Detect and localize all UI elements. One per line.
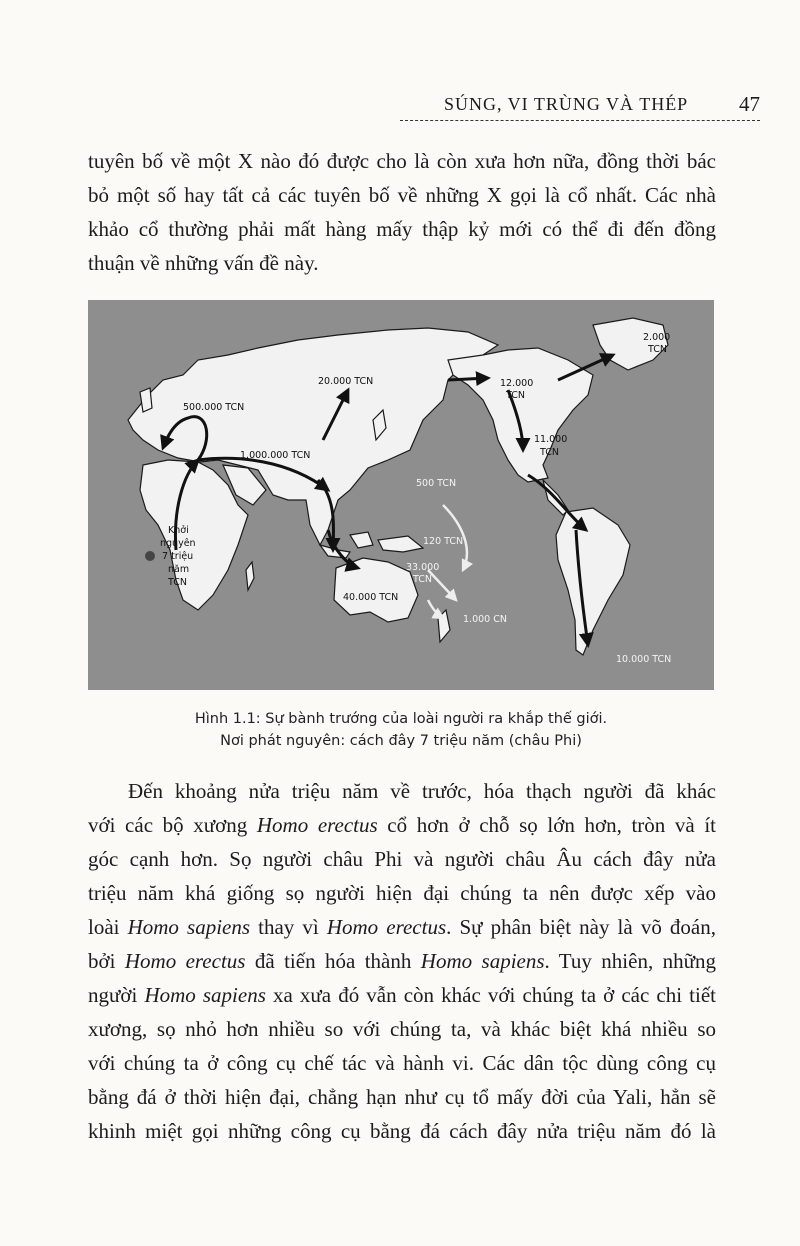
text-line bbox=[88, 978, 716, 1012]
text-line: khinh miệt gọi những công cụ bằng đá cách đây nửa triệu năm đó là bbox=[88, 1119, 716, 1143]
label-500000: 500.000 TCN bbox=[183, 402, 245, 413]
text-run: xa xưa đó vẫn còn khác với chúng ta ở các chi tiết bbox=[265, 983, 716, 1007]
world-map-figure bbox=[88, 300, 714, 690]
text-line: xương, sọ nhỏ hơn nhiều so với chúng ta, và khác biệt khá nhiều so bbox=[88, 1017, 716, 1041]
text-line bbox=[88, 910, 716, 944]
label-11000-a: 11.000 bbox=[534, 434, 568, 445]
label-2000-b: TCN bbox=[648, 344, 667, 355]
running-title: SÚNG, VI TRÙNG VÀ THÉP bbox=[444, 94, 689, 114]
page-number: 47 bbox=[739, 92, 760, 116]
text-line: với chúng ta ở công cụ chế tác và hành vi. Các dân tộc dùng công cụ bbox=[88, 1051, 716, 1075]
label-33000-b: TCN bbox=[413, 574, 432, 585]
text-run: thay vì bbox=[250, 915, 327, 939]
text-run: cổ hơn ở chỗ sọ lớn hơn, tròn và ít bbox=[377, 813, 717, 837]
italic-term: Homo erectus bbox=[256, 813, 378, 837]
italic-term: Homo sapiens bbox=[127, 915, 251, 939]
text-run: đã tiến hóa thành bbox=[245, 949, 421, 973]
label-12000-a: 12.000 bbox=[500, 378, 534, 389]
label-40000: 40.000 TCN bbox=[343, 592, 399, 603]
italic-term: Homo erectus bbox=[326, 915, 447, 939]
header-rule bbox=[400, 120, 760, 121]
text-line bbox=[88, 808, 716, 842]
origin-label-line: 7 triệu bbox=[162, 551, 194, 562]
italic-term: Homo sapiens bbox=[420, 949, 545, 973]
text-run: người bbox=[88, 983, 145, 1007]
italic-term: Homo sapiens bbox=[144, 983, 266, 1007]
text-run: . Tuy nhiên, những bbox=[544, 949, 716, 973]
origin-label-line: năm bbox=[168, 564, 190, 575]
caption-line-2: Nơi phát nguyên: cách đây 7 triệu năm (châu Phi) bbox=[220, 733, 582, 749]
text-run: với các bộ xương bbox=[88, 813, 257, 837]
origin-label-line: nguyên bbox=[160, 538, 196, 549]
text-run: bởi bbox=[88, 949, 125, 973]
label-10000: 10.000 TCN bbox=[616, 654, 672, 665]
text-line: khảo cổ thường phải mất hàng mấy thập kỷ mới có thể đi đến đồng bbox=[88, 217, 716, 241]
page-header bbox=[400, 92, 760, 122]
text-line: Đến khoảng nửa triệu năm về trước, hóa thạch người đã khác bbox=[128, 779, 716, 803]
text-line bbox=[88, 944, 716, 978]
paragraph-2 bbox=[88, 774, 716, 1148]
figure-caption bbox=[88, 708, 714, 752]
italic-term: Homo erectus bbox=[124, 949, 246, 973]
text-line: thuận về những vấn đề này. bbox=[88, 251, 319, 275]
label-2000-a: 2.000 bbox=[643, 332, 671, 343]
text-line: góc cạnh hơn. Sọ người châu Phi và người châu Âu cách đây nửa bbox=[88, 847, 716, 871]
text-line: bằng đá ở thời hiện đại, chẳng hạn như cụ tổ mấy đời của Yali, hẳn sẽ bbox=[88, 1085, 716, 1109]
text-line: tuyên bố về một X nào đó được cho là còn xưa hơn nữa, đồng thời bác bbox=[88, 149, 716, 173]
paragraph-1 bbox=[88, 144, 716, 280]
text-line: triệu năm khá giống sọ người hiện đại chúng ta nên được xếp vào bbox=[88, 881, 716, 905]
text-line: bỏ một số hay tất cả các tuyên bố về những X gọi là cổ nhất. Các nhà bbox=[88, 183, 716, 207]
label-500: 500 TCN bbox=[416, 478, 457, 489]
world-map bbox=[88, 300, 714, 690]
caption-line-1: Hình 1.1: Sự bành trướng của loài người ra khắp thế giới. bbox=[194, 711, 608, 727]
text-run: loài bbox=[88, 915, 128, 939]
origin-label-line: Khởi bbox=[168, 525, 189, 536]
label-1000cn: 1.000 CN bbox=[463, 614, 507, 625]
label-1000000: 1.000.000 TCN bbox=[240, 450, 311, 461]
origin-label-line: TCN bbox=[168, 577, 187, 588]
label-120: 120 TCN bbox=[423, 536, 464, 547]
label-11000-b: TCN bbox=[540, 447, 559, 458]
text-run: . Sự phân biệt này là võ đoán, bbox=[446, 915, 716, 939]
label-33000-a: 33.000 bbox=[406, 562, 440, 573]
origin-marker bbox=[145, 551, 155, 561]
label-12000-b: TCN bbox=[506, 390, 525, 401]
label-20000: 20.000 TCN bbox=[318, 376, 374, 387]
